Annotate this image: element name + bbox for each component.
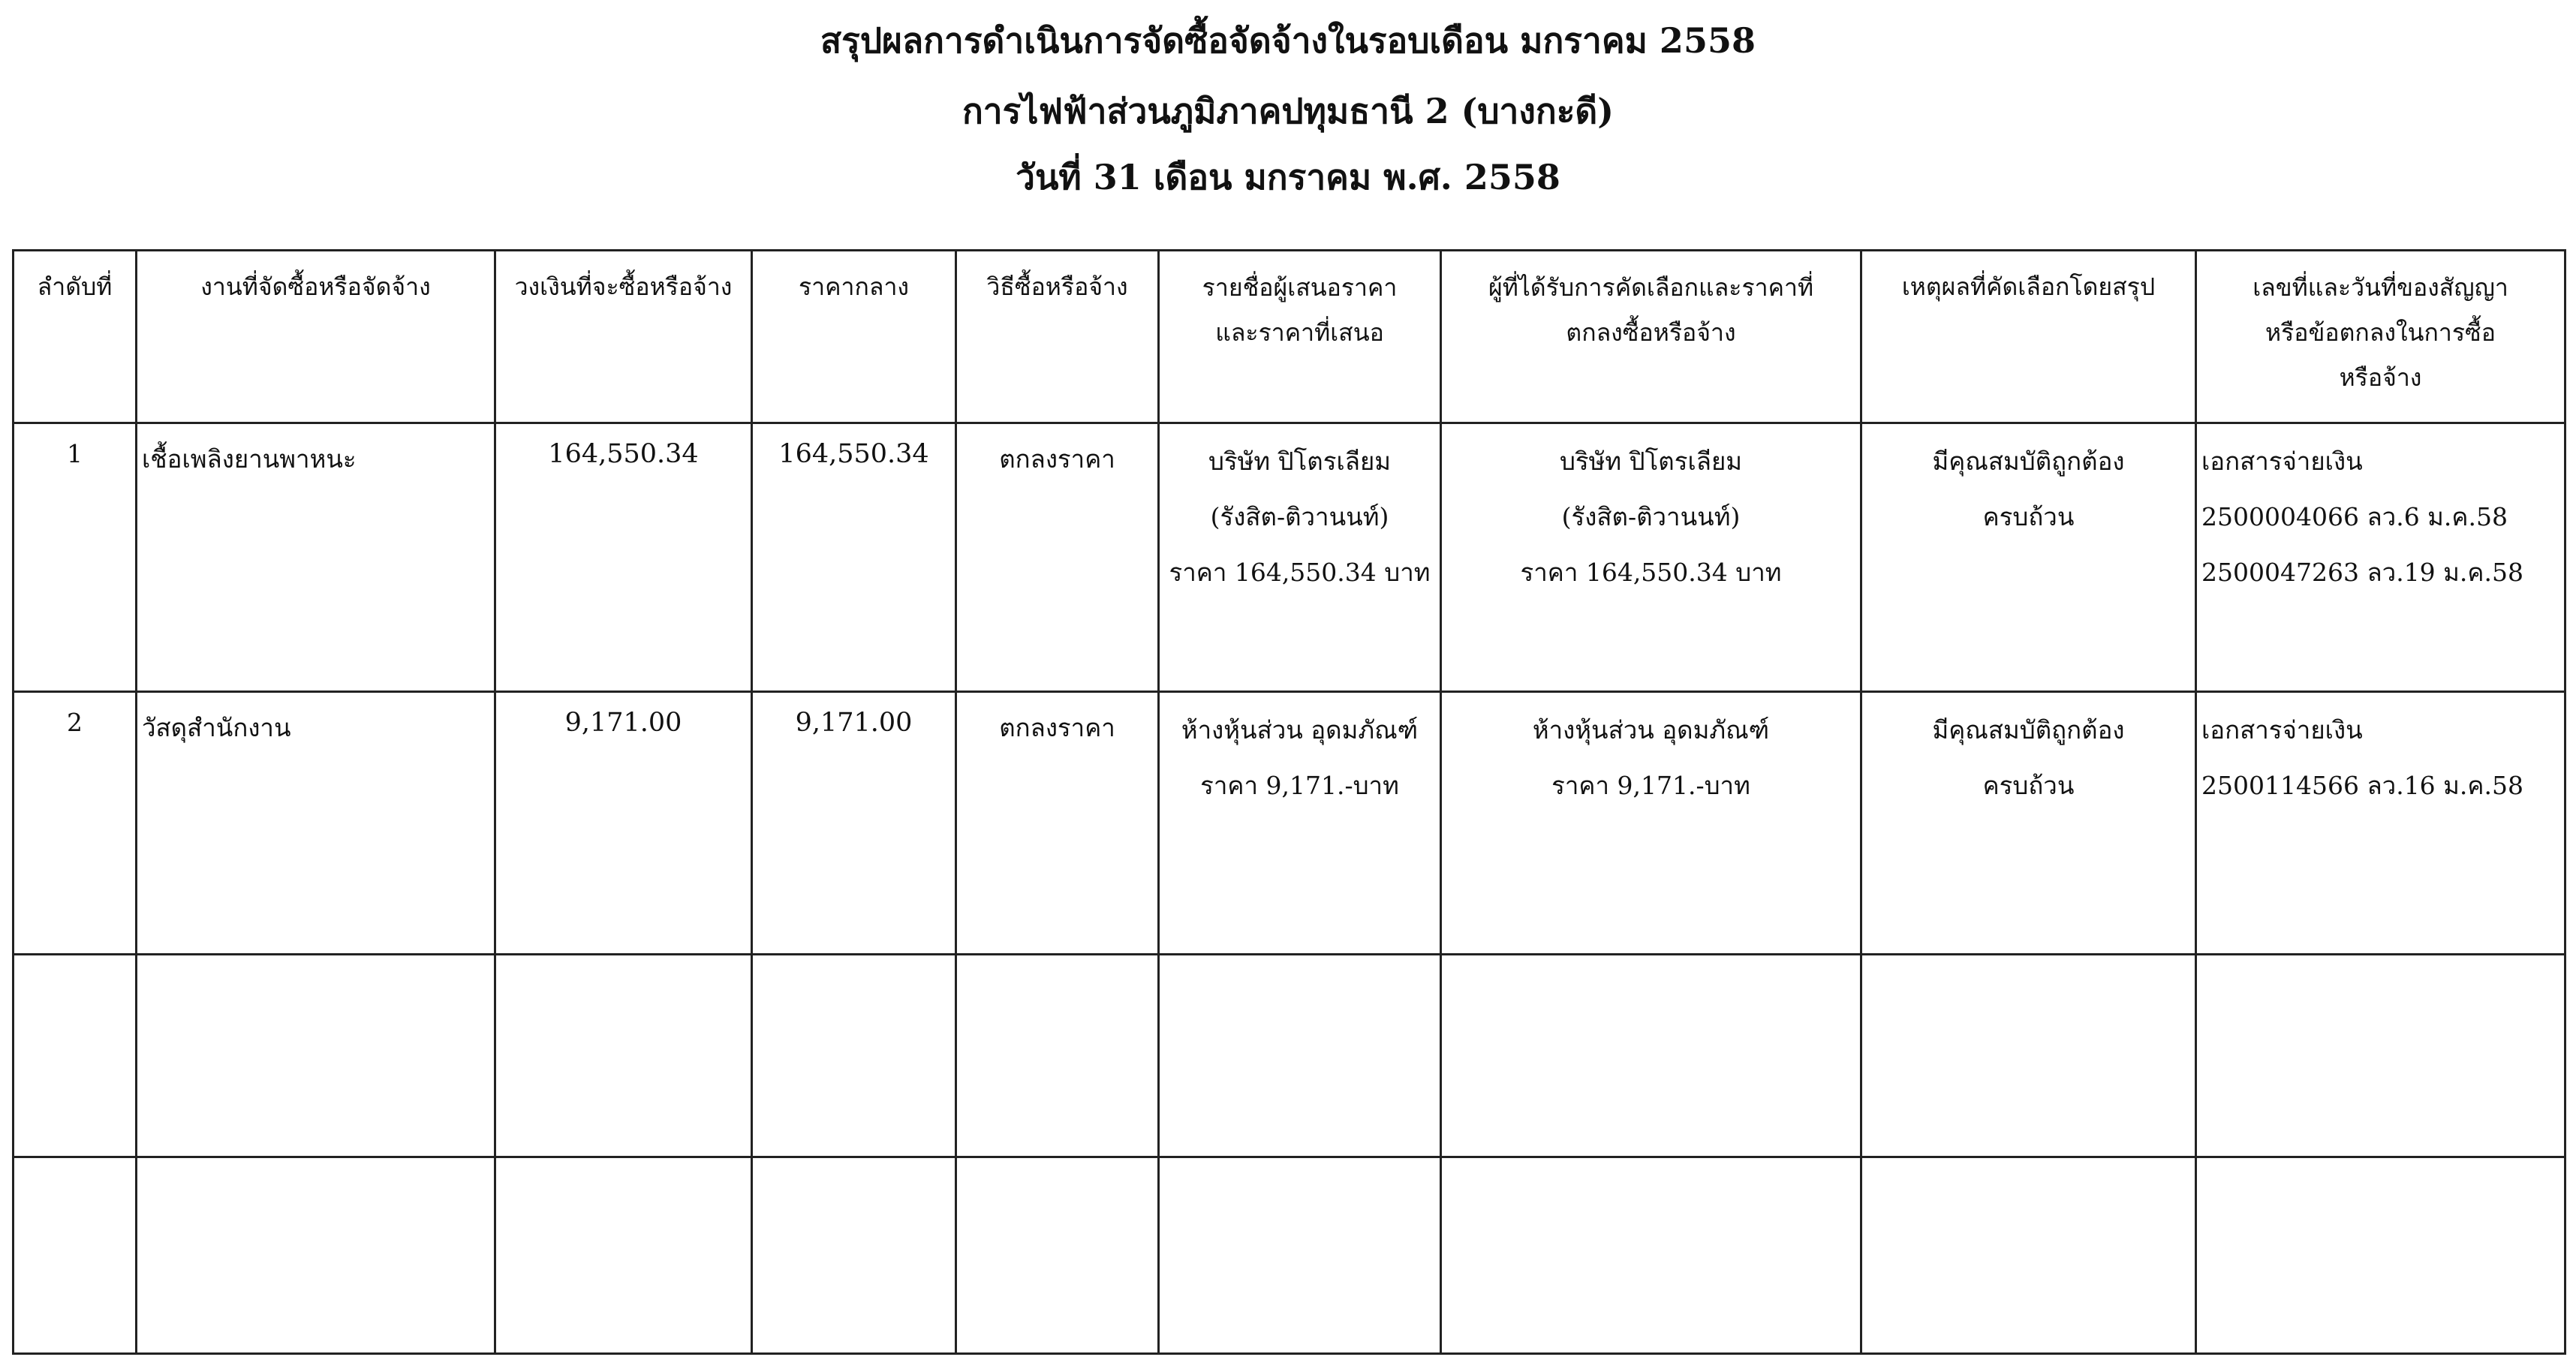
row-number: 2 — [14, 692, 137, 955]
budget-value: 9,171.00 — [495, 692, 752, 955]
procurement-table — [12, 249, 2566, 1355]
winner-line3: ราคา 164,550.34 บาท — [1520, 558, 1782, 587]
empty-cell — [1861, 1157, 2196, 1354]
empty-cell — [956, 1157, 1159, 1354]
bidder-line3: ราคา 164,550.34 บาท — [1169, 558, 1431, 587]
winner-line2: (รังสิต-ติวานนท์) — [1561, 502, 1741, 531]
col-header-winner-line1: ผู้ที่ได้รับการคัดเลือกและราคาที่ — [1488, 273, 1814, 302]
budget-value: 164,550.34 — [495, 423, 752, 692]
item-name: วัสดุสำนักงาน — [137, 692, 495, 955]
selection-reason — [1861, 423, 2196, 692]
report-date: วันที่ 31 เดือน มกราคม พ.ศ. 2558 — [1016, 157, 1560, 197]
purchase-method: ตกลงราคา — [956, 423, 1159, 692]
reason-line1: มีคุณสมบัติถูกต้อง — [1932, 447, 2125, 476]
contract-line1: เอกสารจ่ายเงิน — [2201, 447, 2363, 476]
empty-cell — [1159, 955, 1441, 1157]
bidder-line1: บริษัท ปิโตรเลียม — [1208, 447, 1392, 476]
contract-reference — [2196, 692, 2565, 955]
col-header-contract-line3: หรือจ้าง — [2339, 363, 2422, 392]
organization-name: การไฟฟ้าส่วนภูมิภาคปทุมธานี 2 (บางกะดี) — [961, 91, 1615, 131]
empty-cell — [752, 955, 956, 1157]
median-price-value: 164,550.34 — [752, 423, 956, 692]
col-header-item: งานที่จัดซื้อหรือจัดจ้าง — [137, 251, 495, 423]
col-header-method: วิธีซื้อหรือจ้าง — [956, 251, 1159, 423]
bidder-line1: ห้างหุ้นส่วน อุดมภัณฑ์ — [1181, 715, 1419, 745]
empty-cell — [1441, 955, 1861, 1157]
col-header-median-price: ราคากลาง — [752, 251, 956, 423]
empty-cell — [14, 1157, 137, 1354]
table-header-row — [14, 251, 2565, 423]
col-header-no: ลำดับที่ — [14, 251, 137, 423]
winner-line1: บริษัท ปิโตรเลียม — [1559, 447, 1743, 476]
table-row-empty — [14, 955, 2565, 1157]
bidder-line2: (รังสิต-ติวานนท์) — [1210, 502, 1389, 531]
empty-cell — [14, 955, 137, 1157]
col-header-bidders — [1159, 251, 1441, 423]
empty-cell — [1159, 1157, 1441, 1354]
table-row — [14, 692, 2565, 955]
purchase-method: ตกลงราคา — [956, 692, 1159, 955]
empty-cell — [495, 1157, 752, 1354]
contract-line2: 2500114566 ลว.16 ม.ค.58 — [2201, 771, 2523, 800]
winner-line1: ห้างหุ้นส่วน อุดมภัณฑ์ — [1532, 715, 1770, 745]
empty-cell — [137, 955, 495, 1157]
contract-line3: 2500047263 ลว.19 ม.ค.58 — [2201, 558, 2523, 587]
reason-line2: ครบถ้วน — [1982, 502, 2075, 531]
empty-cell — [2196, 955, 2565, 1157]
col-header-bidders-line1: รายชื่อผู้เสนอราคา — [1202, 273, 1398, 302]
col-header-winner-line2: ตกลงซื้อหรือจ้าง — [1566, 318, 1736, 347]
col-header-contract-line2: หรือข้อตกลงในการซื้อ — [2265, 318, 2496, 347]
reason-line1: มีคุณสมบัติถูกต้อง — [1932, 715, 2125, 745]
bidder-info — [1159, 692, 1441, 955]
contract-reference — [2196, 423, 2565, 692]
contract-line2: 2500004066 ลว.6 ม.ค.58 — [2201, 502, 2508, 531]
empty-cell — [1861, 955, 2196, 1157]
bidder-info — [1159, 423, 1441, 692]
empty-cell — [137, 1157, 495, 1354]
winner-info — [1441, 692, 1861, 955]
selection-reason — [1861, 692, 2196, 955]
winner-info — [1441, 423, 1861, 692]
row-number: 1 — [14, 423, 137, 692]
empty-cell — [2196, 1157, 2565, 1354]
reason-line2: ครบถ้วน — [1982, 771, 2075, 800]
item-name: เชื้อเพลิงยานพาหนะ — [137, 423, 495, 692]
col-header-reason: เหตุผลที่คัดเลือกโดยสรุป — [1861, 251, 2196, 423]
winner-line2: ราคา 9,171.-บาท — [1551, 771, 1750, 800]
bidder-line2: ราคา 9,171.-บาท — [1200, 771, 1399, 800]
contract-line1: เอกสารจ่ายเงิน — [2201, 715, 2363, 745]
empty-cell — [956, 955, 1159, 1157]
empty-cell — [495, 955, 752, 1157]
col-header-budget: วงเงินที่จะซื้อหรือจ้าง — [495, 251, 752, 423]
table-row — [14, 423, 2565, 692]
empty-cell — [1441, 1157, 1861, 1354]
document-title: สรุปผลการดำเนินการจัดซื้อจัดจ้างในรอบเดือน มกราคม 2558 — [820, 20, 1756, 61]
col-header-contract — [2196, 251, 2565, 423]
col-header-contract-line1: เลขที่และวันที่ของสัญญา — [2252, 273, 2508, 302]
median-price-value: 9,171.00 — [752, 692, 956, 955]
col-header-bidders-line2: และราคาที่เสนอ — [1215, 318, 1384, 347]
table-row-empty — [14, 1157, 2565, 1354]
empty-cell — [752, 1157, 956, 1354]
col-header-winner — [1441, 251, 1861, 423]
